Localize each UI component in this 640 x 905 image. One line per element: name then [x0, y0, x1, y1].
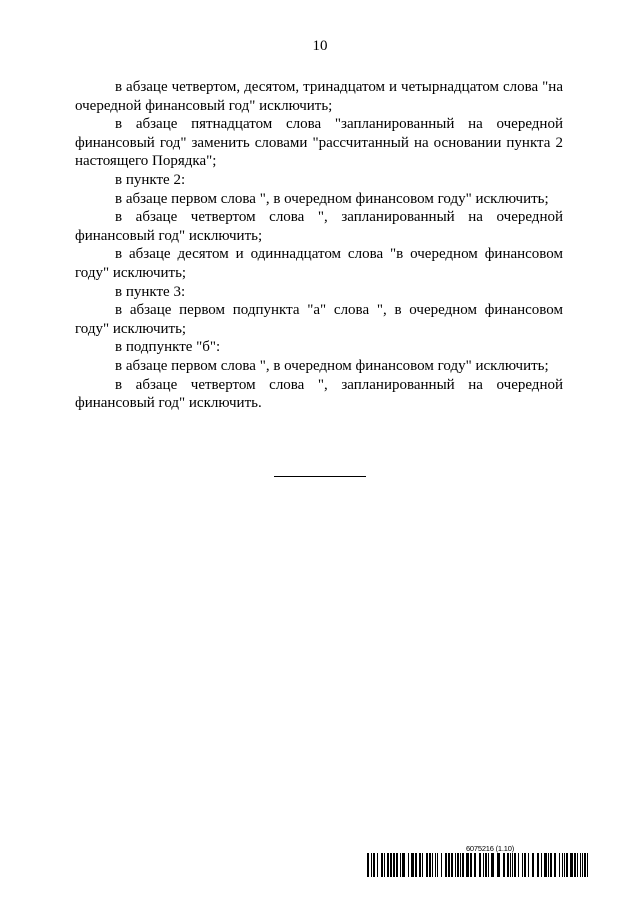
paragraph: в пункте 2: — [115, 171, 186, 188]
paragraph: в абзаце четвертом слова ", запланированный на очередной финансовый год" исключить. — [75, 376, 563, 412]
paragraph: в подпункте "б": — [115, 339, 221, 356]
paragraph: в абзаце первом слова ", в очередном финансовом году" исключить; — [115, 357, 549, 374]
document-code: 6075216 (1.10) — [465, 844, 515, 853]
paragraph: в абзаце четвертом слова ", запланированный на очередной финансовый год" исключить; — [75, 209, 563, 244]
barcode-icon — [367, 853, 588, 877]
paragraph: в абзаце четвертом, десятом, тринадцатом и четырнадцатом слова "на очередной финансовый год" исключить; — [75, 79, 563, 114]
paragraph: в абзаце десятом и одиннадцатом слова "в очередном финансовом году" исключить; — [75, 246, 563, 281]
paragraph: в пункте 3: — [115, 283, 186, 300]
paragraph: в абзаце пятнадцатом слова "запланированный на очередной финансовый год" заменить словами "рассчитанный на основании пункта 2 настоящего Порядка"; — [75, 116, 563, 170]
separator-line — [274, 476, 366, 477]
paragraph: в абзаце первом подпункта "а" слова ", в очередном финансовом году" исключить; — [75, 302, 563, 337]
paragraph: в абзаце первом слова ", в очередном финансовом году" исключить; — [115, 190, 549, 207]
document-body — [75, 78, 563, 413]
page-number: 10 — [312, 38, 328, 54]
